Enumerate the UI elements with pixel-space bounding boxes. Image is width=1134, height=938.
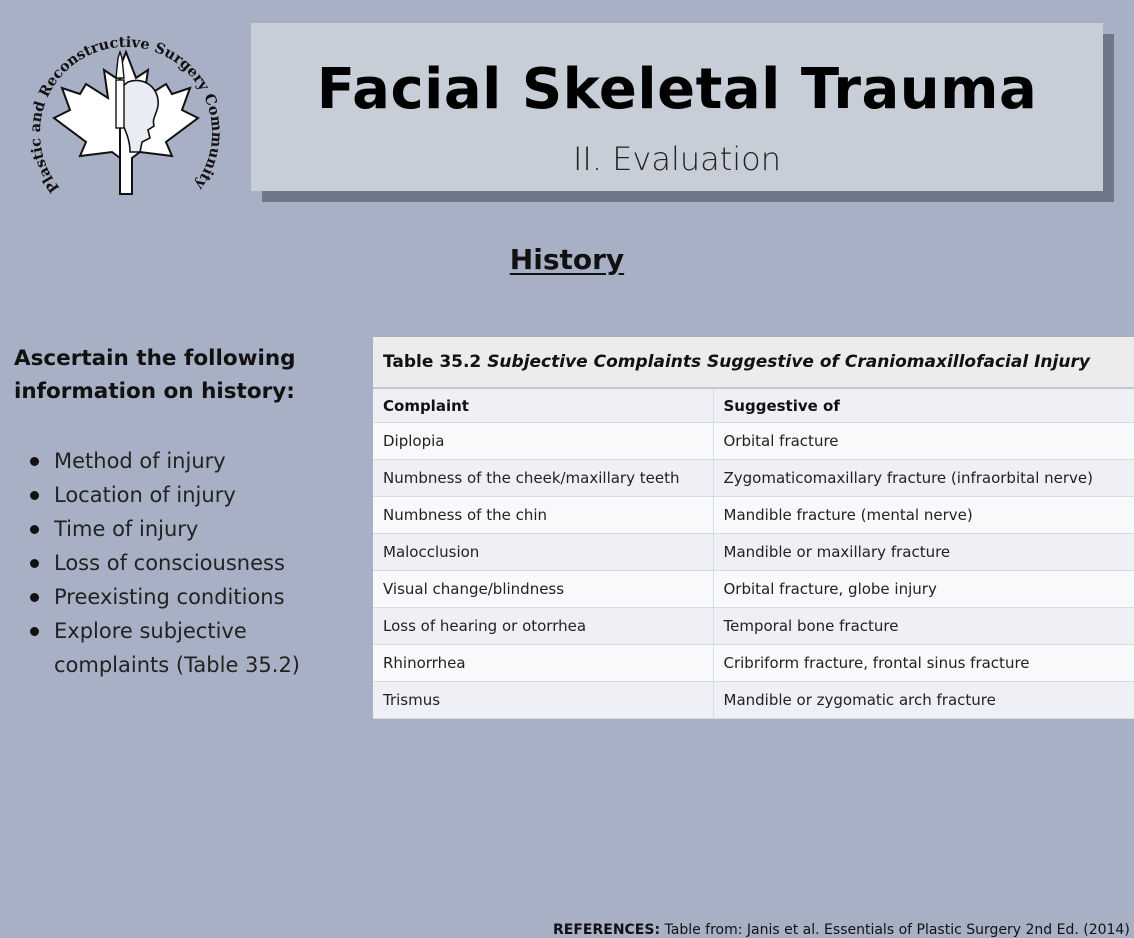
complaints-table [373, 337, 1134, 719]
table-row [373, 497, 1134, 534]
maple-leaf-logo-icon [20, 18, 232, 214]
section-heading: History [509, 243, 625, 276]
table-caption [373, 337, 1134, 389]
table-row [373, 571, 1134, 608]
table-cell: Trismus [373, 682, 713, 719]
list-item: Time of injury [18, 512, 348, 546]
table-cell: Mandible or zygomatic arch fracture [713, 682, 1134, 719]
table-row [373, 460, 1134, 497]
history-bullet-list [18, 444, 348, 682]
list-item: Preexisting conditions [18, 580, 348, 614]
table-caption-label: Table 35.2 [383, 352, 482, 372]
table-cell: Numbness of the chin [373, 497, 713, 534]
table-cell: Orbital fracture, globe injury [713, 571, 1134, 608]
list-item: Loss of consciousness [18, 546, 348, 580]
table-caption-title: Subjective Complaints Suggestive of Craniomaxillofacial Injury [487, 352, 1090, 372]
table-cell: Zygomaticomaxillary fracture (infraorbital nerve) [713, 460, 1134, 497]
table-cell: Malocclusion [373, 534, 713, 571]
page-title: Facial Skeletal Trauma [316, 57, 1038, 122]
table-cell: Numbness of the cheek/maxillary teeth [373, 460, 713, 497]
list-item: Method of injury [18, 444, 348, 478]
page-subtitle: II. Evaluation [572, 140, 782, 178]
list-item: Explore subjective complaints (Table 35.2) [18, 614, 348, 682]
title-box [251, 23, 1103, 191]
table-row [373, 645, 1134, 682]
table-cell: Mandible fracture (mental nerve) [713, 497, 1134, 534]
references-label: REFERENCES: [553, 922, 661, 938]
references [553, 922, 1130, 938]
table-cell: Diplopia [373, 423, 713, 460]
table-cell: Rhinorrhea [373, 645, 713, 682]
references-text: Table from: Janis et al. Essentials of Plastic Surgery 2nd Ed. (2014) [664, 922, 1130, 938]
list-item: Location of injury [18, 478, 348, 512]
column-header-complaint: Complaint [373, 389, 713, 423]
table-row [373, 534, 1134, 571]
table-cell: Cribriform fracture, frontal sinus fracture [713, 645, 1134, 682]
table-row [373, 608, 1134, 645]
table-cell: Visual change/blindness [373, 571, 713, 608]
table-cell: Temporal bone fracture [713, 608, 1134, 645]
column-header-suggestive-of: Suggestive of [713, 389, 1134, 423]
table-cell: Mandible or maxillary fracture [713, 534, 1134, 571]
logo-text: Plastic and Reconstructive Surgery Community [26, 33, 226, 196]
table-row [373, 682, 1134, 719]
table-row [373, 423, 1134, 460]
table-header-row [373, 389, 1134, 423]
history-instructions-heading: Ascertain the following information on history: [14, 346, 296, 404]
table-cell: Loss of hearing or otorrhea [373, 608, 713, 645]
table [373, 389, 1134, 719]
logo [20, 18, 232, 214]
table-cell: Orbital fracture [713, 423, 1134, 460]
